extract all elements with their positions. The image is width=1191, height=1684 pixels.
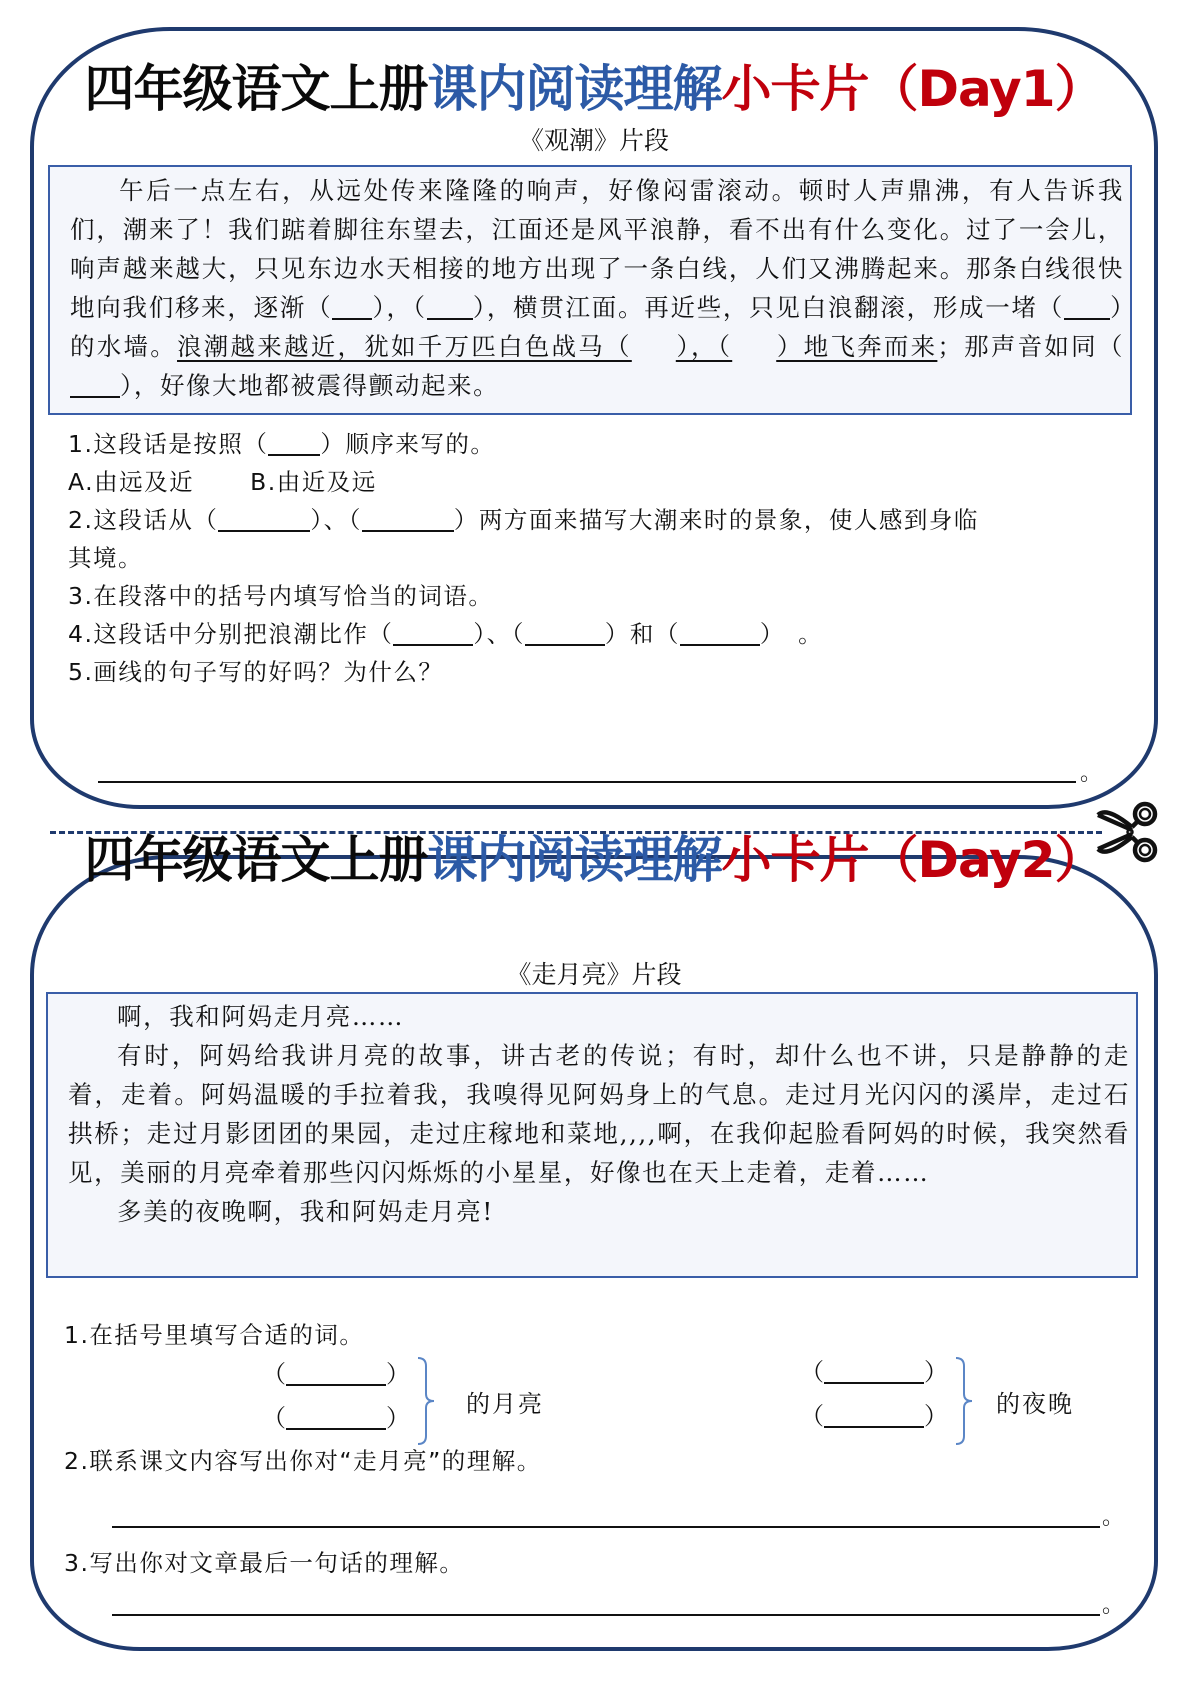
blank-row [262,1398,410,1433]
question-1: 1.在括号里填写合适的词。 [64,1321,365,1349]
paren: （ [262,1360,286,1388]
passage-text: ），横贯江面。再近些，只见白浪翻滚，形成一堵（ [472,293,1064,322]
question-2: 2.联系课文内容写出你对“走月亮”的理解。 [64,1447,542,1475]
passage-paragraph [70,171,1124,405]
passage-subtitle: 《观潮》片段 [518,126,669,155]
fill-blank[interactable] [1064,294,1110,321]
question-4 [68,615,1124,653]
passage-text: ），（ [372,293,427,322]
question-text: ）、（ [310,506,362,534]
title-part-red: 小卡片（Day2） [721,831,1104,889]
answer-blank[interactable] [393,621,473,647]
passage-text: ）的水墙。 [70,293,1124,361]
passage-paragraph: 有时，阿妈给我讲月亮的故事，讲古老的传说；有时，却什么也不讲，只是静静的走着，走着。阿妈温暖的手拉着我，我嗅得见阿妈身上的气息。走过月光闪闪的溪岸，走过石拱桥；走过月影团团的果园，走过庄稼地和菜地,,,,啊，在我仰起脸看阿妈的时候，我突然看见，美丽的月亮牵着那些闪闪烁烁的小星星，好像也在天上走着，走着…… [68,1041,1130,1187]
passage-box [48,165,1132,415]
answer-blank[interactable] [525,621,605,647]
question-2-cont: 其境。 [68,544,143,572]
blank-row [800,1352,948,1387]
answer-blank[interactable] [362,507,454,533]
underlined-text: ），（ [675,332,733,361]
answer-blank[interactable] [824,1358,924,1384]
fill-blank[interactable] [427,294,473,321]
answer-blank[interactable] [680,621,760,647]
question-1 [68,425,1124,463]
paren: （ [800,1402,824,1430]
paren: ） [386,1360,410,1388]
title-part-black: 四年级语文上册 [84,831,428,889]
passage-box [46,992,1138,1278]
brace-icon [416,1356,440,1446]
answer-blank[interactable] [286,1404,386,1430]
reading-card-day1 [30,27,1158,809]
question-text: ）、（ [473,620,525,648]
card-title [34,49,1154,121]
question-3: 3.在段落中的括号内填写恰当的词语。 [68,582,494,610]
question-2 [68,501,1124,539]
question-text: 2.这段话从（ [68,506,219,534]
answer-blank[interactable] [824,1402,924,1428]
brace-icon [954,1356,978,1446]
title-part-red: 小卡片（Day1） [721,60,1104,118]
passage-text: 午后一点左右，从远处传来隆隆的响声，好像闷雷滚动。顿时人声鼎沸，有人告诉我们，潮来了！我们踮着脚往东望去，江面还是风平浪静，看不出有什么变化。过了一会儿，响声越来越大，只见东边水天相接的地方出现了一条白线，人们又沸腾起来。那条白线很快地向我们移来，逐渐（ [70,176,1124,322]
underlined-text: ）地飞奔而来 [776,332,938,361]
passage-paragraph: 啊，我和阿妈走月亮…… [117,1002,405,1031]
paren: （ [262,1404,286,1432]
paren: ） [924,1358,948,1386]
answer-blank[interactable] [268,431,320,457]
option-b[interactable]: B.由近及远 [250,468,377,496]
title-part-blue: 课内阅读理解 [427,831,722,889]
blank-row [800,1396,948,1431]
fill-blank[interactable] [332,294,372,321]
card-title [30,820,1158,892]
answer-line[interactable] [98,781,1076,783]
answer-period: 。 [1080,761,1103,786]
question-text: ）顺序来写的。 [320,430,496,458]
blank-row [262,1354,410,1389]
answer-period: 。 [1102,1593,1125,1618]
question-text: 1.这段话是按照（ [68,430,269,458]
paren: ） [386,1404,410,1432]
passage-subtitle: 《走月亮》片段 [506,960,682,989]
night-label: 的夜晚 [996,1390,1074,1418]
answer-line[interactable] [112,1526,1100,1528]
passage-text: ；那声音如同（ [937,332,1125,361]
question-text: ）和（ [604,620,680,648]
question-text: ） 。 [759,620,824,648]
underlined-sentence [177,332,937,361]
fill-blank[interactable] [70,372,120,399]
question-text: 4.这段话中分别把浪潮比作（ [68,620,394,648]
answer-line[interactable] [112,1614,1100,1616]
paren: ） [924,1402,948,1430]
title-part-black: 四年级语文上册 [84,60,428,118]
underlined-text: 浪潮越来越近，犹如千万匹白色战马（ [177,332,632,361]
passage-paragraph: 多美的夜晚啊，我和阿妈走月亮! [117,1197,494,1226]
option-a[interactable]: A.由远及近 [68,468,195,496]
moon-label: 的月亮 [466,1390,544,1418]
question-5: 5.画线的句子写的好吗？为什么？ [68,658,444,686]
questions-block [68,425,1124,691]
answer-blank[interactable] [218,507,310,533]
question-text: ）两方面来描写大潮来时的景象，使人感到身临 [453,506,979,534]
question-3: 3.写出你对文章最后一句话的理解。 [64,1549,465,1577]
question-1-options [68,463,1124,501]
title-part-blue: 课内阅读理解 [427,60,722,118]
paren: （ [800,1358,824,1386]
passage-text: ），好像大地都被震得颤动起来。 [120,371,500,400]
answer-period: 。 [1102,1505,1125,1530]
answer-blank[interactable] [286,1360,386,1386]
